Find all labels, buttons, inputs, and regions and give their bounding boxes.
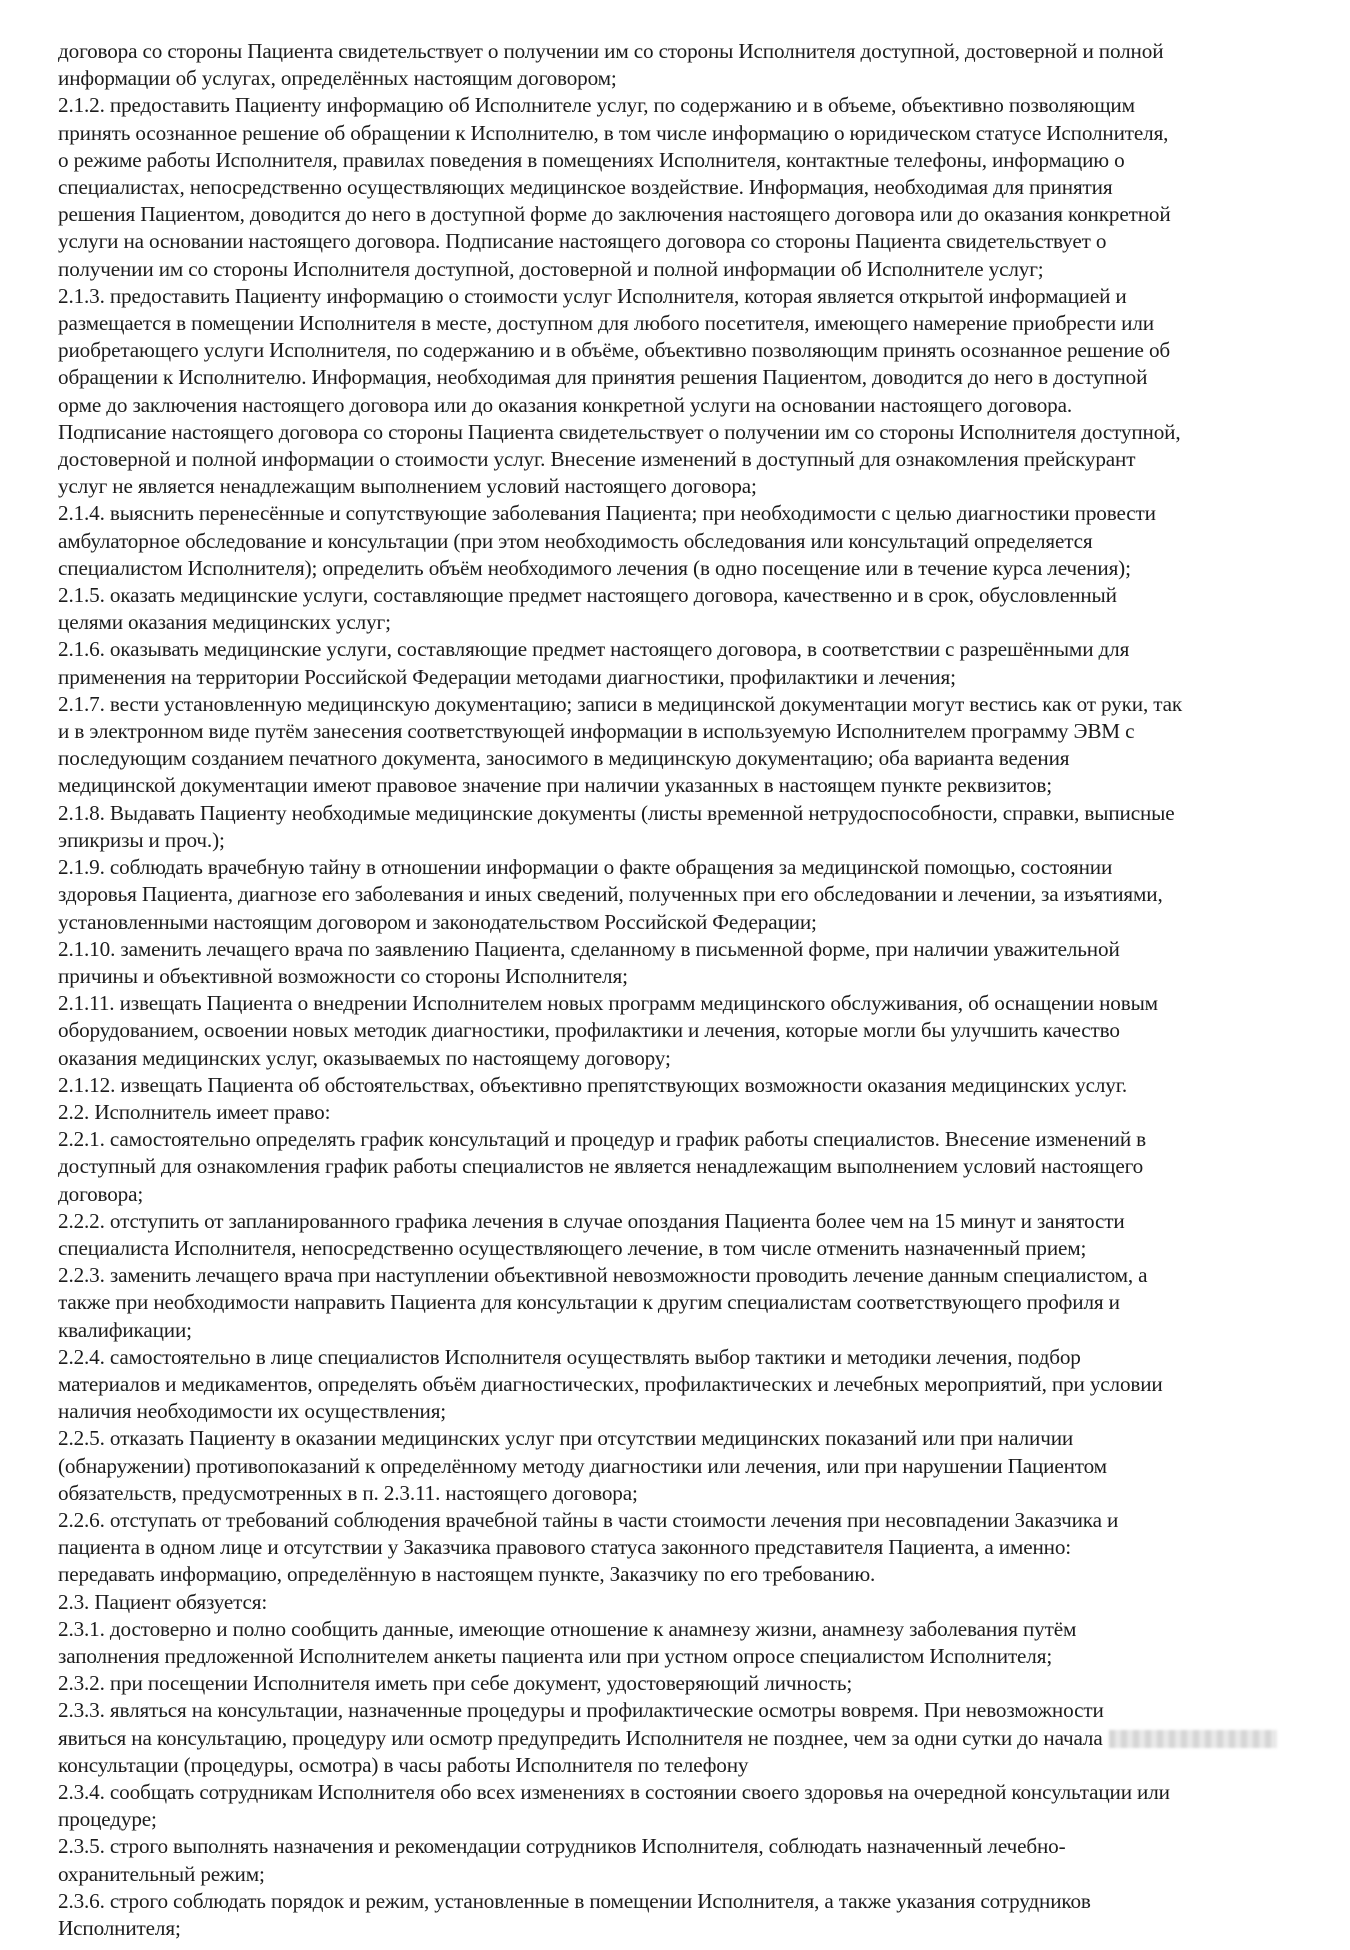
document-line <box>58 65 1292 92</box>
document-line-text: о режиме работы Исполнителя, правилах поведения в помещениях Исполнителя, контактные телефоны, информацию о <box>58 147 1125 172</box>
document-line <box>58 1181 1292 1208</box>
document-line <box>58 1208 1292 1235</box>
document-line-text: 2.3.5. строго выполнять назначения и рекомендации сотрудников Исполнителя, соблюдать назначенный лечебно- <box>58 1834 1066 1859</box>
document-line <box>58 1235 1292 1262</box>
document-line <box>58 691 1292 718</box>
document-line <box>58 854 1292 881</box>
document-line-text: 2.2.2. отступить от запланированного графика лечения в случае опоздания Пациента более чем на 15 минут и занятости <box>58 1208 1125 1233</box>
document-line <box>58 1017 1292 1044</box>
document-line-text: 2.3.3. являться на консультации, назначенные процедуры и профилактические осмотры вовремя. При невозможности <box>58 1698 1104 1723</box>
document-line-text: последующим созданием печатного документа, заносимого в медицинскую документацию; оба варианта ведения <box>58 746 1070 771</box>
document-line-text: установленными настоящим договором и законодательством Российской Федерации; <box>58 909 817 934</box>
redacted-phone-number <box>1109 1730 1277 1748</box>
document-line-text: причины и объективной возможности со стороны Исполнителя; <box>58 963 628 988</box>
document-line-text: консультации (процедуры, осмотра) в часы работы Исполнителя по телефону <box>58 1752 749 1777</box>
document-line <box>58 963 1292 990</box>
document-line-text: медицинской документации имеют правовое значение при наличии указанных в настоящем пункте реквизитов; <box>58 773 1053 798</box>
document-line <box>58 800 1292 827</box>
document-line <box>58 1262 1292 1289</box>
document-line <box>58 1806 1292 1833</box>
document-line <box>58 500 1292 527</box>
document-line-text: 2.3.6. строго соблюдать порядок и режим, установленные в помещении Исполнителя, а также указания сотрудников <box>58 1888 1091 1913</box>
document-line-text: достоверной и полной информации о стоимости услуг. Внесение изменений в доступный для ознакомления прейскурант <box>58 447 1136 472</box>
document-line-text: 2.3.2. при посещении Исполнителя иметь при себе документ, удостоверяющий личность; <box>58 1671 853 1696</box>
document-line-text: 2.2.3. заменить лечащего врача при наступлении объективной невозможности проводить лечение данным специалистом, а <box>58 1263 1148 1288</box>
document-line <box>58 636 1292 663</box>
document-line <box>58 1398 1292 1425</box>
document-line-text: получении им со стороны Исполнителя доступной, достоверной и полной информации об Исполнителе услуг; <box>58 256 1044 281</box>
document-line-text: доступный для ознакомления график работы специалистов не является ненадлежащим выполнением условий настоящего <box>58 1154 1144 1179</box>
document-line-text: договора; <box>58 1181 144 1206</box>
document-line-text: 2.1.6. оказывать медицинские услуги, составляющие предмет настоящего договора, в соответствии с разрешёнными для <box>58 637 1130 662</box>
document-line <box>58 1507 1292 1534</box>
document-line <box>58 990 1292 1017</box>
document-line <box>58 718 1292 745</box>
document-line <box>58 772 1292 799</box>
document-line <box>58 1072 1292 1099</box>
document-line <box>58 473 1292 500</box>
document-line <box>58 1589 1292 1616</box>
document-line-text: специалиста Исполнителя, непосредственно осуществляющего лечение, в том числе отменить назначенный прием; <box>58 1235 1087 1260</box>
document-line-text: процедуре; <box>58 1807 157 1832</box>
document-line <box>58 92 1292 119</box>
document-line-text: 2.1.12. извещать Пациента об обстоятельствах, объективно препятствующих возможности оказания медицинских услуг. <box>58 1072 1127 1097</box>
document-line-text: принять осознанное решение об обращении к Исполнителю, в том числе информацию о юридическом статусе Исполнителя, <box>58 120 1169 145</box>
document-line-text: услуг не является ненадлежащим выполнением условий настоящего договора; <box>58 474 757 499</box>
document-line-text: специалистах, непосредственно осуществляющих медицинское воздействие. Информация, необходимая для принятия <box>58 175 1113 200</box>
document-line <box>58 528 1292 555</box>
document-line <box>58 201 1292 228</box>
document-line <box>58 147 1292 174</box>
document-line-text: явиться на консультацию, процедуру или осмотр предупредить Исполнителя не позднее, чем за одни сутки до начала <box>58 1725 1103 1750</box>
document-line <box>58 745 1292 772</box>
document-line-text: 2.2.5. отказать Пациенту в оказании медицинских услуг при отсутствии медицинских показаний или при наличии <box>58 1426 1074 1451</box>
document-line-text: также при необходимости направить Пациента для консультации к другим специалистам соответствующего профиля и <box>58 1290 1120 1315</box>
document-line <box>58 936 1292 963</box>
document-line-text: 2.1.3. предоставить Пациенту информацию о стоимости услуг Исполнителя, которая является открытой информацией и <box>58 283 1127 308</box>
document-line <box>58 120 1292 147</box>
document-line-text: материалов и медикаментов, определять объём диагностических, профилактических и лечебных мероприятий, при условии <box>58 1371 1163 1396</box>
document-line-text: 2.1.9. соблюдать врачебную тайну в отношении информации о факте обращения за медицинской помощью, состоянии <box>58 855 1113 880</box>
document-line-text: и в электронном виде путём занесения соответствующей информации в используемую Исполнителем программу ЭВМ с <box>58 719 1135 744</box>
document-line-text: 2.2.6. отступать от требований соблюдения врачебной тайны в части стоимости лечения при несовпадении Заказчика и <box>58 1507 1119 1532</box>
document-line <box>58 582 1292 609</box>
document-line-text: 2.1.8. Выдавать Пациенту необходимые медицинские документы (листы временной нетрудоспособности, справки, выписные <box>58 800 1175 825</box>
document-line-text: здоровья Пациента, диагнозе его заболевания и иных сведений, полученных при его обследовании и лечении, за изъятиями, <box>58 882 1163 907</box>
document-line-text: охранительный режим; <box>58 1861 265 1886</box>
document-body <box>58 38 1292 1942</box>
document-line-text: (обнаружении) противопоказаний к определённому методу диагностики или лечения, или при нарушении Пациентом <box>58 1453 1107 1478</box>
document-line <box>58 1643 1292 1670</box>
document-line <box>58 446 1292 473</box>
document-line <box>58 1779 1292 1806</box>
document-line <box>58 38 1292 65</box>
document-line-text: применения на территории Российской Федерации методами диагностики, профилактики и лечения; <box>58 664 956 689</box>
document-line <box>58 827 1292 854</box>
document-line <box>58 1861 1292 1888</box>
document-line-text: эпикризы и проч.); <box>58 827 225 852</box>
document-line <box>58 1126 1292 1153</box>
document-line <box>58 881 1292 908</box>
document-line <box>58 555 1292 582</box>
document-line-text: 2.3.1. достоверно и полно сообщить данные, имеющие отношение к анамнезу жизни, анамнезу заболевания путём <box>58 1616 1077 1641</box>
document-line-text: 2.2. Исполнитель имеет право: <box>58 1099 331 1124</box>
document-line <box>58 310 1292 337</box>
document-line-text: пациента в одном лице и отсутствии у Заказчика правового статуса законного представителя Пациента, а именно: <box>58 1535 1072 1560</box>
document-line <box>58 1915 1292 1942</box>
document-line-text: обращении к Исполнителю. Информация, необходимая для принятия решения Пациентом, доводится до него в доступной <box>58 365 1148 390</box>
document-line <box>58 1697 1292 1724</box>
document-line <box>58 337 1292 364</box>
document-line-text: 2.1.2. предоставить Пациенту информацию об Исполнителе услуг, по содержанию и в объеме, объективно позволяющим <box>58 93 1135 118</box>
document-line-text: 2.2.1. самостоятельно определять график консультаций и процедур и график работы специалистов. Внесение изменений в <box>58 1127 1147 1152</box>
document-line-text: 2.3.4. сообщать сотрудникам Исполнителя обо всех изменениях в состоянии своего здоровья на очередной консультации или <box>58 1780 1170 1804</box>
document-line-text: обязательств, предусмотренных в п. 2.3.11. настоящего договора; <box>58 1480 638 1505</box>
document-line <box>58 1425 1292 1452</box>
document-line <box>58 664 1292 691</box>
document-line-text: решения Пациентом, доводится до него в доступной форме до заключения настоящего договора или до оказания конкретной <box>58 202 1171 227</box>
document-line-text: 2.1.10. заменить лечащего врача по заявлению Пациента, сделанному в письменной форме, при наличии уважительной <box>58 936 1120 961</box>
document-line <box>58 1752 1292 1779</box>
document-line <box>58 1670 1292 1697</box>
document-line-text: наличия необходимости их осуществления; <box>58 1399 447 1424</box>
document-line <box>58 1371 1292 1398</box>
document-line-text: передавать информацию, определённую в настоящем пункте, Заказчику по его требованию. <box>58 1562 876 1587</box>
document-line-text: 2.3. Пациент обязуется: <box>58 1589 268 1614</box>
document-line-text: Исполнителя; <box>58 1916 181 1941</box>
document-line-text: амбулаторное обследование и консультации (при этом необходимость обследования или консультаций определяется <box>58 528 1093 553</box>
document-line <box>58 364 1292 391</box>
document-line-text: квалификации; <box>58 1317 192 1342</box>
document-line-text: информации об услугах, определённых настоящим договором; <box>58 66 617 91</box>
document-line <box>58 1289 1292 1316</box>
document-line-text: Подписание настоящего договора со стороны Пациента свидетельствует о получении им со стороны Исполнителя доступной, <box>58 419 1181 444</box>
document-line <box>58 1561 1292 1588</box>
document-line <box>58 1453 1292 1480</box>
document-line-text: 2.1.5. оказать медицинские услуги, составляющие предмет настоящего договора, качественно и в срок, обусловленный <box>58 583 1117 608</box>
document-line-text: услуги на основании настоящего договора. Подписание настоящего договора со стороны Пациента свидетельствует о <box>58 229 1107 254</box>
document-line <box>58 1888 1292 1915</box>
document-line-text: целями оказания медицинских услуг; <box>58 610 391 635</box>
document-line <box>58 1099 1292 1126</box>
document-line-text: оказания медицинских услуг, оказываемых по настоящему договору; <box>58 1045 671 1070</box>
document-line-text: 2.2.4. самостоятельно в лице специалистов Исполнителя осуществлять выбор тактики и методики лечения, подбор <box>58 1344 1081 1369</box>
document-line <box>58 1153 1292 1180</box>
document-line <box>58 1317 1292 1344</box>
document-line <box>58 1045 1292 1072</box>
document-line <box>58 419 1292 446</box>
document-line-text: договора со стороны Пациента свидетельствует о получении им со стороны Исполнителя доступной, достоверной и полной <box>58 39 1164 63</box>
document-line <box>58 1344 1292 1371</box>
document-line <box>58 909 1292 936</box>
document-line <box>58 1725 1292 1752</box>
document-line <box>58 1616 1292 1643</box>
document-line-text: 2.1.11. извещать Пациента о внедрении Исполнителем новых программ медицинского обслуживания, об оснащении новым <box>58 991 1158 1016</box>
document-line-text: 2.1.4. выяснить перенесённые и сопутствующие заболевания Пациента; при необходимости с целью диагностики провести <box>58 501 1156 526</box>
document-line <box>58 174 1292 201</box>
document-line-text: оборудованием, освоении новых методик диагностики, профилактики и лечения, которые могли бы улучшить качество <box>58 1018 1120 1043</box>
document-line-text: риобретающего услуги Исполнителя, по содержанию и в объёме, объективно позволяющим принять осознанное решение об <box>58 338 1171 363</box>
document-line <box>58 283 1292 310</box>
document-line-text: заполнения предложенной Исполнителем анкеты пациента или при устном опросе специалистом Исполнителя; <box>58 1643 1053 1668</box>
document-line-text: орме до заключения настоящего договора или до оказания конкретной услуги на основании настоящего договора. <box>58 392 1072 417</box>
document-line <box>58 228 1292 255</box>
document-line <box>58 1833 1292 1860</box>
document-line <box>58 609 1292 636</box>
document-line-text: специалистом Исполнителя); определить объём необходимого лечения (в одно посещение или в течение курса лечения); <box>58 555 1131 580</box>
document-line-text: размещается в помещении Исполнителя в месте, доступном для любого посетителя, имеющего намерение приобрести или <box>58 311 1154 336</box>
document-line-text: 2.1.7. вести установленную медицинскую документацию; записи в медицинской документации могут вестись как от руки, так <box>58 691 1183 716</box>
document-line <box>58 256 1292 283</box>
document-line <box>58 1534 1292 1561</box>
document-line <box>58 1480 1292 1507</box>
document-line <box>58 392 1292 419</box>
